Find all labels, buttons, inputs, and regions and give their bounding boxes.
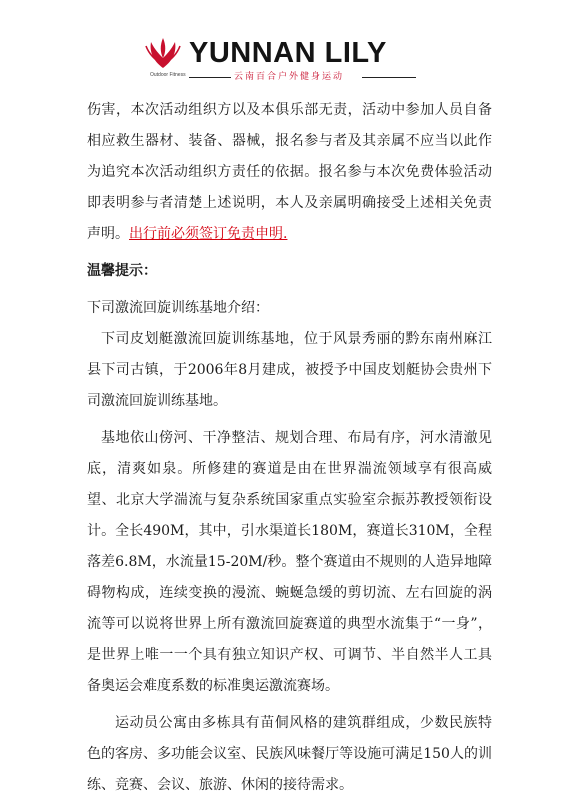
paragraph-disclaimer [87, 95, 492, 250]
disclaimer-warning: 出行前必须签订免责申明. [129, 226, 288, 242]
paragraph-facilities: 运动员公寓由多栋具有苗侗风格的建筑群组成，少数民族特色的客房、多功能会议室、民族风味餐厅等设施可满足150人的训练、竞赛、会议、旅游、休闲的接待需求。 [87, 715, 492, 793]
paragraph-base-location: 下司皮划艇激流回旋训练基地，位于风景秀丽的黔东南州麻江县下司古镇，于2006年8月建成，被授予中国皮划艇协会贵州下司激流回旋训练基地。 [87, 331, 492, 409]
document-body [87, 95, 492, 801]
divider-line [189, 77, 231, 78]
page-header [0, 0, 565, 86]
brand-name: YUNNAN LILY [189, 37, 387, 69]
brand-subtitle: 云南百合户外健身运动 [234, 72, 345, 82]
brand-tagline: Outdoor Fitness [150, 72, 186, 78]
lily-logo-icon [143, 36, 183, 70]
intro-heading: 下司激流回旋训练基地介绍： [87, 300, 269, 316]
disclaimer-text: 伤害，本次活动组织方以及本俱乐部无责，活动中参加人员自备相应救生器材、装备、器械，报名参与者及其亲属不应当以此作为追究本次活动组织方责任的依据。报名参与本次免费体验活动即表明参与者清楚上述说明，本人及亲属明确接受上述相关免责声明。 [87, 102, 492, 242]
paragraph-course-design: 基地依山傍河、干净整洁、规划合理、布局有序，河水清澈见底，清爽如泉。所修建的赛道是由在世界湍流领域享有很高威望、北京大学湍流与复杂系统国家重点实验室佘振苏教授领衔设计。全长490M，其中，引水渠道长180M，赛道长310M，全程落差6.8M，水流量15-20M/秒。整个赛道由不规则的人造异地障碍物构成，连续变换的漫流、蜿蜒急缓的剪切流、左右回旋的涡流等可以说将世界上所有激流回旋赛道的典型水流集于“一身”，是世界上唯一一个具有独立知识产权、可调节、半自然半人工具备奥运会难度系数的标准奥运激流赛场。 [87, 430, 492, 694]
tip-heading: 温馨提示： [87, 263, 157, 279]
divider-line [362, 77, 416, 78]
